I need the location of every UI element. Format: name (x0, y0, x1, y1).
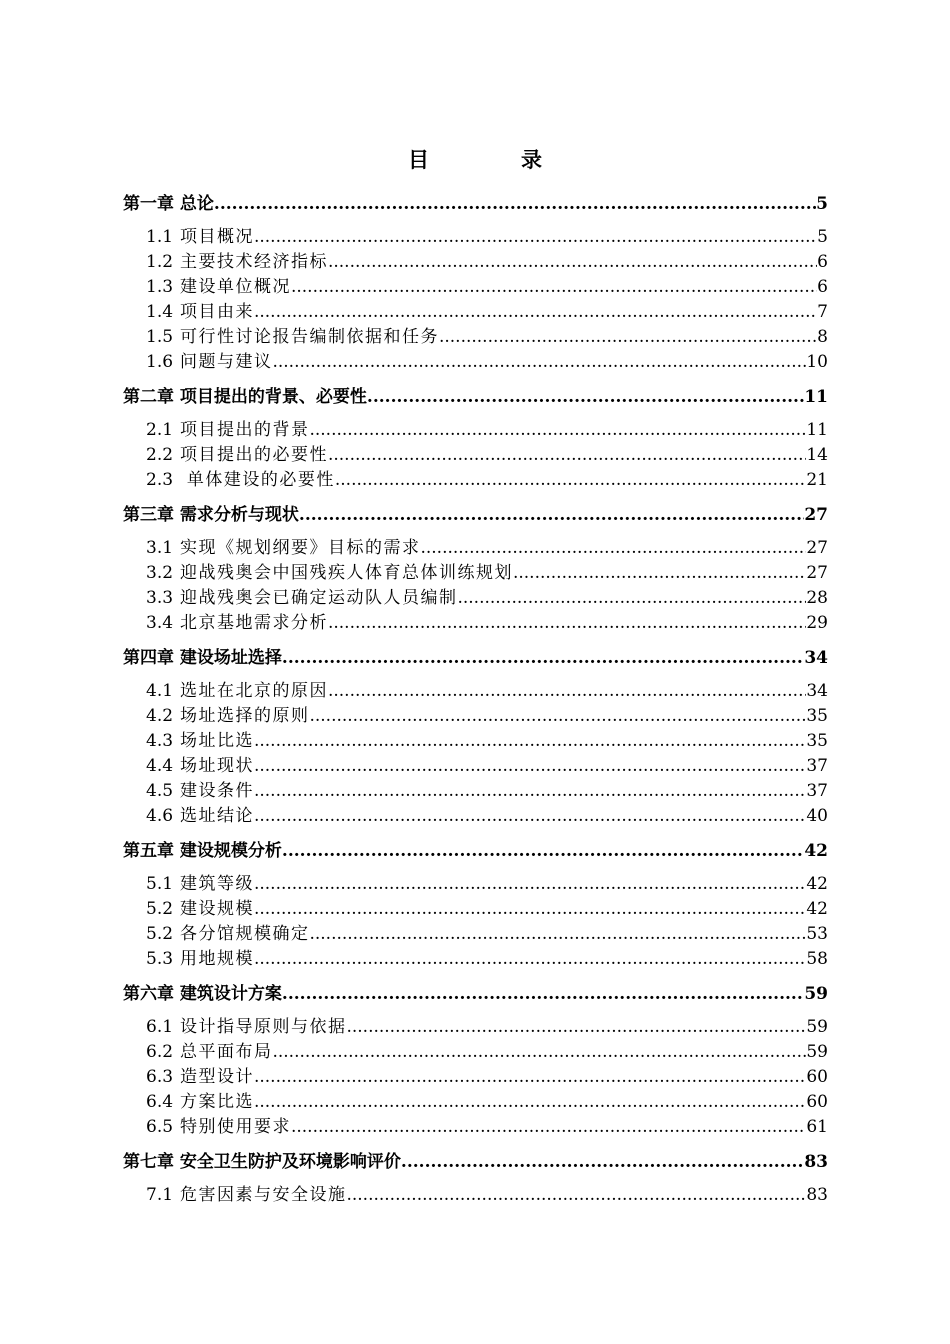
toc-section-entry[interactable] (123, 779, 828, 804)
toc-dot-leader (254, 300, 817, 325)
toc-section-entry[interactable] (123, 897, 828, 922)
toc-section-page-number: 60 (806, 1092, 828, 1112)
toc-section-page-number: 7 (817, 302, 828, 322)
toc-section-entry[interactable] (123, 350, 828, 375)
toc-dot-leader (420, 536, 806, 561)
toc-section-text: 项目概况 (179, 227, 254, 247)
toc-dot-leader (254, 729, 806, 754)
toc-section-entry[interactable] (123, 872, 828, 897)
toc-dot-leader (328, 250, 817, 275)
toc-section-text: 建筑等级 (179, 874, 254, 894)
toc-chapter-page-number: 83 (804, 1152, 828, 1172)
toc-section-title (146, 947, 254, 972)
toc-chapter-title: 第四章 建设场址选择 (123, 648, 282, 668)
toc-section-entry[interactable] (123, 1115, 828, 1140)
toc-section-number: 2.2 (146, 445, 174, 465)
table-of-contents (123, 190, 828, 1217)
toc-section-number: 4.3 (146, 731, 174, 751)
toc-section-number: 6.3 (146, 1067, 174, 1087)
toc-section-title (146, 729, 254, 754)
toc-section-text: 特别使用要求 (179, 1117, 291, 1137)
toc-section-text: 场址现状 (179, 756, 254, 776)
toc-dot-leader (309, 704, 806, 729)
toc-chapter-block (123, 191, 828, 375)
toc-section-page-number: 6 (817, 252, 828, 272)
toc-section-title (146, 561, 513, 586)
toc-title-left: 目 (408, 147, 429, 172)
toc-chapter-page-number: 11 (804, 387, 828, 407)
toc-section-title (146, 679, 328, 704)
toc-dot-leader (367, 384, 804, 411)
toc-section-page-number: 10 (806, 352, 828, 372)
toc-section-title (146, 250, 328, 275)
toc-section-page-number: 40 (806, 806, 828, 826)
toc-section-number: 1.4 (146, 302, 174, 322)
toc-section-title (146, 1115, 291, 1140)
toc-section-number: 4.2 (146, 706, 174, 726)
toc-chapter-title: 第二章 项目提出的背景、必要性 (123, 387, 367, 407)
toc-dot-leader (346, 1015, 806, 1040)
toc-dot-leader (272, 1040, 806, 1065)
toc-section-text: 场址选择的原则 (179, 706, 310, 726)
toc-dot-leader (328, 611, 806, 636)
toc-section-title (146, 754, 254, 779)
toc-section-title (146, 779, 254, 804)
toc-title (0, 146, 950, 174)
toc-dot-leader (254, 897, 806, 922)
toc-chapter-block (123, 1149, 828, 1208)
toc-dot-leader (254, 872, 806, 897)
toc-section-page-number: 29 (806, 613, 828, 633)
toc-section-title (146, 300, 254, 325)
toc-section-entry[interactable] (123, 679, 828, 704)
toc-dot-leader (254, 779, 806, 804)
toc-section-page-number: 37 (806, 756, 828, 776)
toc-section-text: 选址结论 (179, 806, 254, 826)
toc-section-number: 5.1 (146, 874, 174, 894)
toc-dot-leader (214, 191, 816, 218)
toc-dot-leader (513, 561, 806, 586)
toc-section-number: 7.1 (146, 1185, 174, 1205)
toc-section-entry[interactable] (123, 250, 828, 275)
toc-section-page-number: 6 (817, 277, 828, 297)
toc-section-number: 2.3 (146, 470, 174, 490)
toc-section-number: 6.4 (146, 1092, 174, 1112)
toc-section-text: 建设条件 (179, 781, 254, 801)
toc-section-text: 可行性讨论报告编制依据和任务 (179, 327, 439, 347)
toc-dot-leader (309, 922, 806, 947)
toc-dot-leader (309, 418, 806, 443)
toc-section-text: 场址比选 (179, 731, 254, 751)
toc-chapter-entry[interactable] (123, 191, 828, 218)
toc-section-entry[interactable] (123, 947, 828, 972)
toc-section-page-number: 21 (806, 470, 828, 490)
toc-chapter-title: 第七章 安全卫生防护及环境影响评价 (123, 1152, 401, 1172)
toc-dot-leader (291, 1115, 806, 1140)
toc-chapter-title: 第六章 建筑设计方案 (123, 984, 282, 1004)
toc-section-title (146, 922, 309, 947)
toc-section-number: 3.1 (146, 538, 174, 558)
toc-dot-leader (328, 443, 806, 468)
toc-dot-leader (254, 804, 806, 829)
toc-section-number: 1.5 (146, 327, 174, 347)
toc-section-text: 项目提出的必要性 (179, 445, 328, 465)
toc-section-entry[interactable] (123, 1090, 828, 1115)
toc-section-number: 5.3 (146, 949, 174, 969)
toc-dot-leader (254, 1065, 806, 1090)
toc-section-number: 1.1 (146, 227, 174, 247)
toc-section-title (146, 350, 272, 375)
toc-section-page-number: 34 (806, 681, 828, 701)
toc-section-entry[interactable] (123, 300, 828, 325)
toc-dot-leader (254, 947, 806, 972)
toc-chapter-block (123, 645, 828, 829)
toc-dot-leader (439, 325, 817, 350)
toc-section-text: 问题与建议 (179, 352, 273, 372)
toc-dot-leader (282, 645, 804, 672)
toc-dot-leader (254, 1090, 806, 1115)
toc-section-entry[interactable] (123, 225, 828, 250)
toc-dot-leader (346, 1183, 806, 1208)
toc-section-number: 4.1 (146, 681, 174, 701)
toc-section-page-number: 5 (817, 227, 828, 247)
toc-dot-leader (401, 1149, 804, 1176)
toc-section-entry[interactable] (123, 275, 828, 300)
toc-section-title (146, 1015, 346, 1040)
toc-section-entry[interactable] (123, 1015, 828, 1040)
toc-dot-leader (282, 981, 804, 1008)
toc-chapter-block (123, 838, 828, 972)
toc-section-entry[interactable] (123, 443, 828, 468)
toc-section-text: 造型设计 (179, 1067, 254, 1087)
toc-section-text: 各分馆规模确定 (179, 924, 310, 944)
toc-dot-leader (335, 468, 807, 493)
toc-section-page-number: 11 (806, 420, 828, 440)
toc-section-number: 5.2 (146, 899, 174, 919)
toc-section-page-number: 8 (817, 327, 828, 347)
toc-section-title (146, 1040, 272, 1065)
toc-section-entry[interactable] (123, 1065, 828, 1090)
toc-title-right: 录 (521, 147, 542, 172)
toc-chapter-title: 第一章 总论 (123, 194, 214, 214)
toc-dot-leader (254, 225, 817, 250)
toc-section-entry[interactable] (123, 325, 828, 350)
toc-section-entry[interactable] (123, 1040, 828, 1065)
toc-section-entry[interactable] (123, 468, 828, 493)
toc-section-text: 危害因素与安全设施 (179, 1185, 347, 1205)
toc-section-page-number: 35 (806, 731, 828, 751)
toc-chapter-block (123, 502, 828, 636)
toc-chapter-page-number: 34 (804, 648, 828, 668)
toc-section-number: 6.2 (146, 1042, 174, 1062)
toc-section-text: 选址在北京的原因 (179, 681, 328, 701)
toc-section-entry[interactable] (123, 536, 828, 561)
toc-chapter-block (123, 981, 828, 1140)
toc-section-title (146, 418, 309, 443)
toc-section-text: 总平面布局 (179, 1042, 273, 1062)
toc-section-text: 用地规模 (179, 949, 254, 969)
toc-dot-leader (299, 502, 804, 529)
toc-section-text: 设计指导原则与依据 (179, 1017, 347, 1037)
toc-chapter-entry[interactable] (123, 384, 828, 411)
toc-section-page-number: 83 (806, 1185, 828, 1205)
toc-section-title (146, 872, 254, 897)
toc-section-number: 3.2 (146, 563, 174, 583)
toc-section-title (146, 468, 335, 493)
toc-section-page-number: 42 (806, 874, 828, 894)
toc-section-entry[interactable] (123, 729, 828, 754)
toc-chapter-entry[interactable] (123, 838, 828, 865)
toc-section-page-number: 61 (806, 1117, 828, 1137)
toc-dot-leader (282, 838, 804, 865)
toc-section-text: 建设单位概况 (179, 277, 291, 297)
toc-chapter-title: 第三章 需求分析与现状 (123, 505, 299, 525)
toc-section-page-number: 14 (806, 445, 828, 465)
toc-section-page-number: 28 (806, 588, 828, 608)
toc-section-page-number: 53 (806, 924, 828, 944)
toc-section-number: 6.1 (146, 1017, 174, 1037)
toc-section-number: 4.5 (146, 781, 174, 801)
toc-section-page-number: 59 (806, 1042, 828, 1062)
toc-section-text: 项目由来 (179, 302, 254, 322)
toc-chapter-block (123, 384, 828, 493)
toc-section-title (146, 586, 457, 611)
toc-section-number: 1.2 (146, 252, 174, 272)
toc-section-entry[interactable] (123, 922, 828, 947)
toc-section-number: 4.4 (146, 756, 174, 776)
toc-section-number: 4.6 (146, 806, 174, 826)
toc-section-number: 6.5 (146, 1117, 174, 1137)
toc-section-page-number: 27 (806, 538, 828, 558)
toc-section-entry[interactable] (123, 754, 828, 779)
toc-section-title (146, 443, 328, 468)
toc-chapter-entry[interactable] (123, 1149, 828, 1176)
toc-chapter-entry[interactable] (123, 645, 828, 672)
toc-section-page-number: 58 (806, 949, 828, 969)
toc-chapter-entry[interactable] (123, 981, 828, 1008)
toc-section-text: 迎战残奥会中国残疾人体育总体训练规划 (179, 563, 513, 583)
toc-section-number: 5.2 (146, 924, 174, 944)
toc-section-number: 3.3 (146, 588, 174, 608)
toc-section-title (146, 325, 439, 350)
toc-section-page-number: 37 (806, 781, 828, 801)
toc-chapter-title: 第五章 建设规模分析 (123, 841, 282, 861)
toc-section-number: 2.1 (146, 420, 174, 440)
toc-section-title (146, 897, 254, 922)
toc-section-title (146, 1090, 254, 1115)
toc-chapter-page-number: 42 (804, 841, 828, 861)
toc-section-title (146, 225, 254, 250)
toc-section-title (146, 804, 254, 829)
toc-section-page-number: 35 (806, 706, 828, 726)
toc-section-entry[interactable] (123, 611, 828, 636)
toc-section-title (146, 275, 291, 300)
toc-section-title (146, 1065, 254, 1090)
toc-section-entry[interactable] (123, 586, 828, 611)
toc-section-number: 1.6 (146, 352, 174, 372)
toc-section-title (146, 704, 309, 729)
toc-section-number: 3.4 (146, 613, 174, 633)
toc-section-text: 建设规模 (179, 899, 254, 919)
toc-chapter-page-number: 5 (816, 194, 828, 214)
toc-section-page-number: 42 (806, 899, 828, 919)
toc-section-text: 方案比选 (179, 1092, 254, 1112)
toc-section-entry[interactable] (123, 704, 828, 729)
toc-chapter-page-number: 59 (804, 984, 828, 1004)
toc-section-entry[interactable] (123, 804, 828, 829)
toc-section-text: 主要技术经济指标 (179, 252, 328, 272)
toc-dot-leader (254, 754, 806, 779)
toc-dot-leader (291, 275, 817, 300)
toc-chapter-page-number: 27 (804, 505, 828, 525)
toc-section-text: 迎战残奥会已确定运动队人员编制 (179, 588, 458, 608)
toc-dot-leader (272, 350, 806, 375)
toc-section-text: 实现《规划纲要》目标的需求 (179, 538, 421, 558)
toc-section-text: 单体建设的必要性 (179, 470, 335, 490)
toc-section-page-number: 27 (806, 563, 828, 583)
toc-section-entry[interactable] (123, 418, 828, 443)
toc-section-page-number: 60 (806, 1067, 828, 1087)
toc-section-entry[interactable] (123, 1183, 828, 1208)
toc-section-title (146, 1183, 346, 1208)
toc-section-entry[interactable] (123, 561, 828, 586)
toc-section-title (146, 611, 328, 636)
toc-chapter-entry[interactable] (123, 502, 828, 529)
toc-section-title (146, 536, 420, 561)
toc-dot-leader (457, 586, 806, 611)
toc-section-text: 项目提出的背景 (179, 420, 310, 440)
toc-section-page-number: 59 (806, 1017, 828, 1037)
toc-section-text: 北京基地需求分析 (179, 613, 328, 633)
toc-section-number: 1.3 (146, 277, 174, 297)
toc-dot-leader (328, 679, 806, 704)
